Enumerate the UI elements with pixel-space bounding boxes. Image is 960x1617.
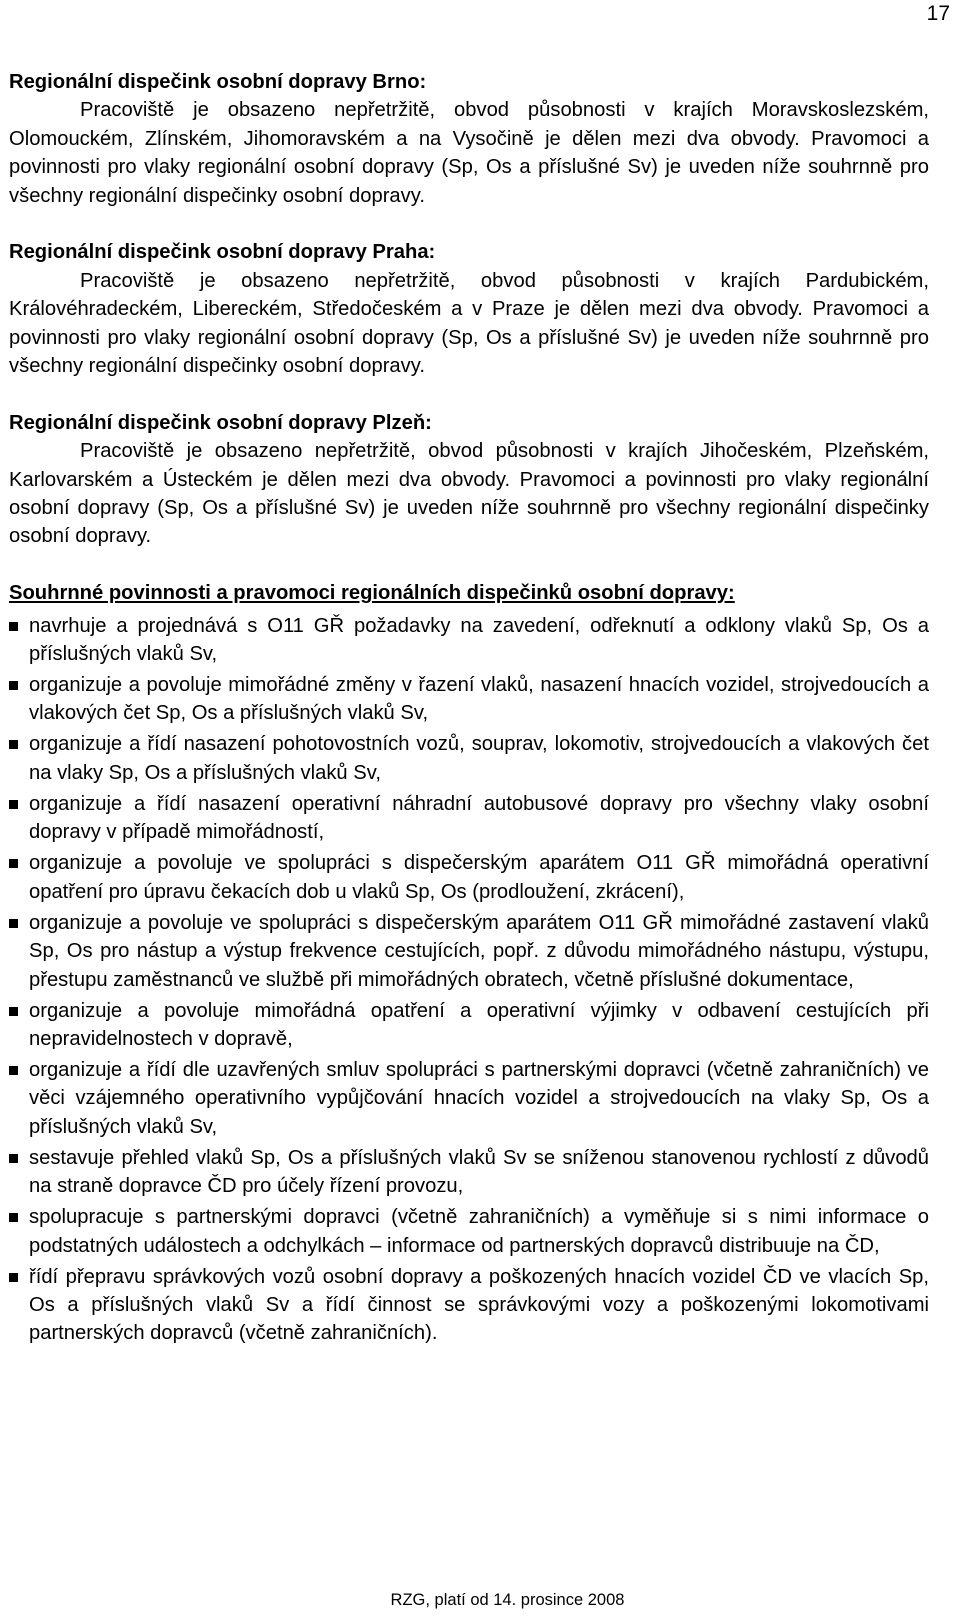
square-bullet-icon (9, 681, 18, 690)
square-bullet-icon (9, 1066, 18, 1075)
square-bullet-icon (9, 622, 18, 631)
section-praha (9, 238, 929, 380)
square-bullet-icon (9, 1154, 18, 1163)
section-heading: Regionální dispečink osobní dopravy Plzeň: (9, 411, 432, 434)
section-paragraph: Pracoviště je obsazeno nepřetržitě, obvod působnosti v krajích Jihočeském, Plzeňském, Karlovarském a Ústeckém je dělen mezi dva obvody. Pravomoci a povinnosti pro vlaky regionální osobní dopravy (Sp, Os a příslušné Sv) je uveden níže souhrnně pro všechny regionální dispečinky osobní dopravy. (9, 440, 929, 548)
duties-list (9, 612, 929, 1348)
list-item: organizuje a povoluje ve spolupráci s dispečerským aparátem O11 GŘ mimořádná operativní opatření pro úpravu čekacích dob u vlaků Sp, Os (prodloužení, zkrácení), (9, 849, 929, 906)
section-brno (9, 68, 929, 210)
page-footer (0, 1591, 960, 1610)
list-item: organizuje a povoluje ve spolupráci s dispečerským aparátem O11 GŘ mimořádné zastavení vlaků Sp, Os pro nástup a výstup frekvence cestujících, popř. z důvodu mimořádného nástupu, výstupu, přestupu zaměstnanců ve službě při mimořádných obratech, včetně příslušné dokumentace, (9, 909, 929, 994)
summary-heading: Souhrnné povinnosti a pravomoci regionálních dispečinků osobní dopravy: (9, 582, 735, 605)
list-item: sestavuje přehled vlaků Sp, Os a příslušných vlaků Sv se sníženou stanovenou rychlostí z důvodů na straně dopravce ČD pro účely řízení provozu, (9, 1144, 929, 1201)
square-bullet-icon (9, 859, 18, 868)
section-paragraph: Pracoviště je obsazeno nepřetržitě, obvod působnosti v krajích Pardubickém, Královéhradeckém, Libereckém, Středočeském a v Praze je dělen mezi dva obvody. Pravomoci a povinnosti pro vlaky regionální osobní dopravy (Sp, Os a příslušné Sv) je uveden níže souhrnně pro všechny regionální dispečinky osobní dopravy. (9, 269, 929, 378)
section-paragraph: Pracoviště je obsazeno nepřetržitě, obvod působnosti v krajích Moravskoslezském, Olomouckém, Zlínském, Jihomoravském a na Vysočině je dělen mezi dva obvody. Pravomoci a povinnosti pro vlaky regionální osobní dopravy (Sp, Os a příslušné Sv) je uveden níže souhrnně pro všechny regionální dispečinky osobní dopravy. (9, 99, 929, 207)
page-number: 17 (926, 2, 950, 25)
footer-text: RZG, platí od 14. prosince 2008 (390, 1591, 625, 1609)
list-item: organizuje a řídí nasazení pohotovostních vozů, souprav, lokomotiv, strojvedoucích a vlakových čet na vlaky Sp, Os a příslušných vlaků Sv, (9, 730, 929, 787)
section-plzen (9, 409, 929, 551)
list-item: organizuje a povoluje mimořádná opatření a operativní výjimky v odbavení cestujících při nepravidelnostech v dopravě, (9, 997, 929, 1054)
square-bullet-icon (9, 1213, 18, 1222)
square-bullet-icon (9, 800, 18, 809)
square-bullet-icon (9, 919, 18, 928)
list-item: organizuje a řídí dle uzavřených smluv spolupráci s partnerskými dopravci (včetně zahraničních) ve věci vzájemného operativního vypůjčování hnacích vozidel a strojvedoucích na vlaky Sp, Os a příslušných vlaků Sv, (9, 1056, 929, 1141)
list-item: organizuje a řídí nasazení operativní náhradní autobusové dopravy pro všechny vlaky osobní dopravy v případě mimořádností, (9, 790, 929, 847)
list-item: navrhuje a projednává s O11 GŘ požadavky na zavedení, odřeknutí a odklony vlaků Sp, Os a příslušných vlaků Sv, (9, 612, 929, 669)
list-item: spolupracuje s partnerskými dopravci (včetně zahraničních) a vyměňuje si s nimi informace o podstatných událostech a odchylkách – informace od partnerských dopravců distribuuje na ČD, (9, 1203, 929, 1260)
square-bullet-icon (9, 740, 18, 749)
list-item: organizuje a povoluje mimořádné změny v řazení vlaků, nasazení hnacích vozidel, strojvedoucích a vlakových čet Sp, Os a příslušných vlaků Sv, (9, 671, 929, 728)
square-bullet-icon (9, 1007, 18, 1016)
section-heading: Regionální dispečink osobní dopravy Brno: (9, 71, 427, 93)
square-bullet-icon (9, 1273, 18, 1282)
document-body (9, 68, 929, 1350)
list-item: řídí přepravu správkových vozů osobní dopravy a poškozených hnacích vozidel ČD ve vlacích Sp, Os a příslušných vlaků Sv a řídí činnost se správkovými vozy a poškozenými lokomotivami partnerských dopravců (včetně zahraničních). (9, 1263, 929, 1348)
summary-section (9, 579, 929, 1348)
section-heading: Regionální dispečink osobní dopravy Praha: (9, 241, 436, 264)
